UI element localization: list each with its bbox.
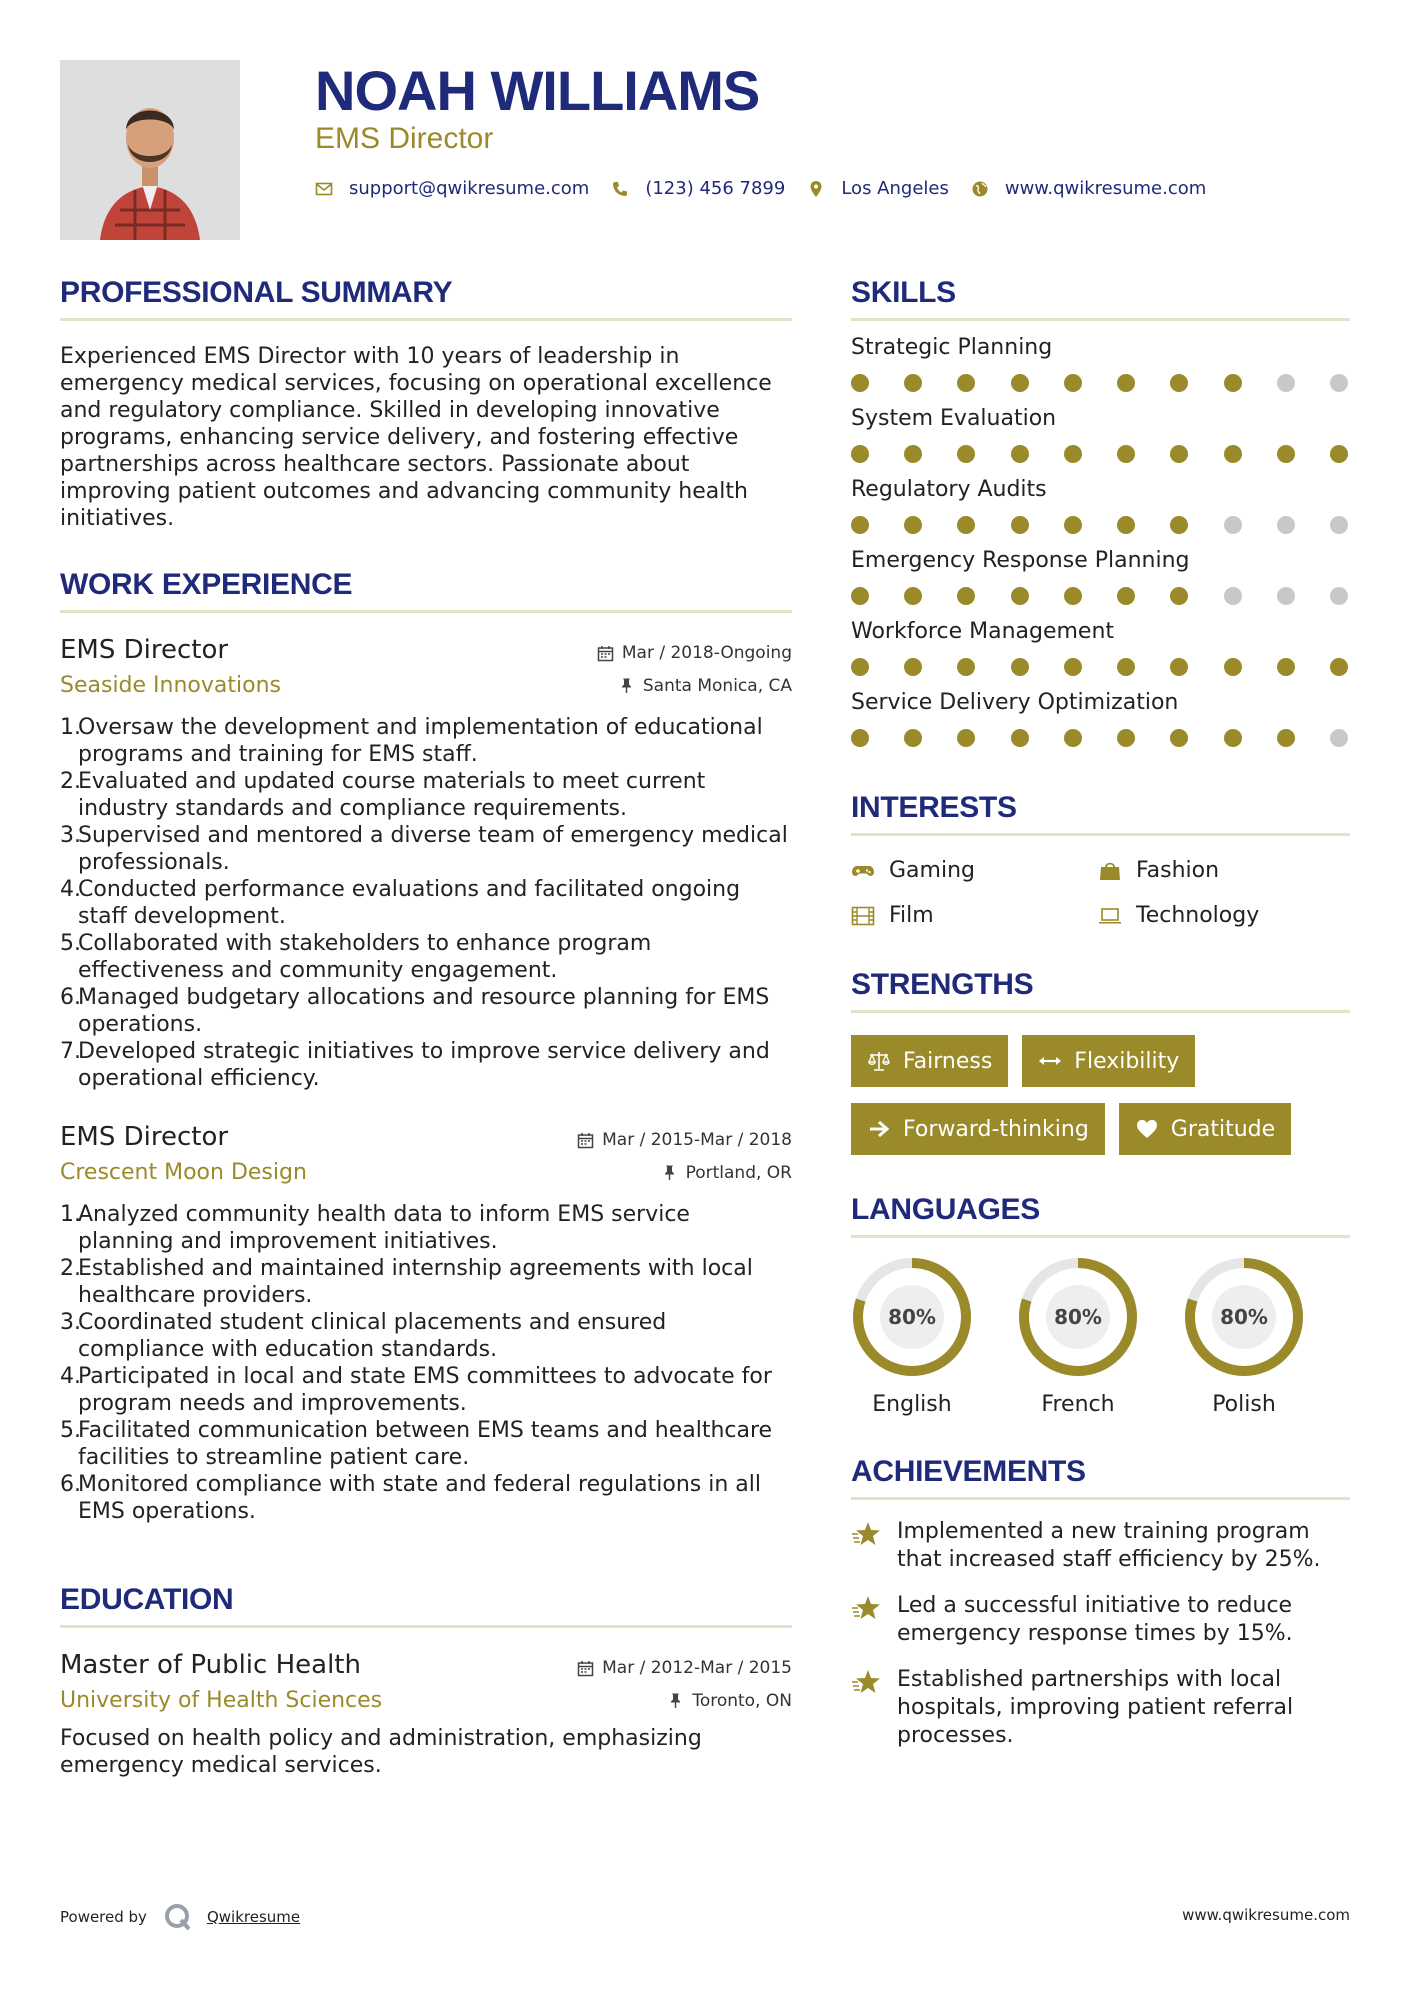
skill-dot-empty — [1224, 587, 1242, 605]
qwikresume-logo-icon — [163, 1902, 193, 1932]
job-duties — [60, 714, 792, 1092]
skill-rating — [851, 658, 1350, 676]
skill-dot-filled — [1011, 374, 1029, 392]
list-item: Managed budgetary allocations and resource planning for EMS operations. — [78, 985, 770, 1037]
balance-scale-icon — [867, 1050, 891, 1072]
list-item: Facilitated communication between EMS teams and healthcare facilities to streamline patient care. — [78, 1418, 773, 1470]
strength-badge — [1022, 1035, 1195, 1087]
skill-name: Workforce Management — [851, 619, 1115, 644]
skill-dot-filled — [1011, 729, 1029, 747]
skill-dot-filled — [957, 516, 975, 534]
achievements-heading: ACHIEVEMENTS — [851, 1455, 1350, 1500]
skill-dot-empty — [1277, 516, 1295, 534]
skill-dot-filled — [851, 445, 869, 463]
skill-dot-filled — [904, 374, 922, 392]
shopping-bag-icon — [1098, 860, 1124, 882]
skill-dot-filled — [1277, 729, 1295, 747]
skill-dot-filled — [1224, 658, 1242, 676]
calendar-icon — [577, 1660, 594, 1677]
job-date — [597, 643, 792, 663]
contact-phone[interactable] — [611, 178, 785, 199]
summary-heading: PROFESSIONAL SUMMARY — [60, 276, 792, 321]
skill-name: Strategic Planning — [851, 335, 1053, 360]
contact-bar — [315, 178, 1228, 199]
skill-dot-filled — [1011, 445, 1029, 463]
list-item: Developed strategic initiatives to improve service delivery and operational efficiency. — [78, 1039, 770, 1091]
education-date-text: Mar / 2012-Mar / 2015 — [602, 1658, 792, 1678]
skill-dot-filled — [851, 516, 869, 534]
job-date-text: Mar / 2018-Ongoing — [621, 643, 792, 663]
job-location — [661, 1163, 792, 1183]
interest-item — [851, 858, 1098, 883]
strength-label: Fairness — [903, 1048, 993, 1074]
skill-dot-filled — [1064, 445, 1082, 463]
interest-item — [851, 903, 1098, 928]
skill-dot-filled — [1170, 516, 1188, 534]
star-icon — [851, 1520, 881, 1548]
languages-heading: LANGUAGES — [851, 1193, 1350, 1238]
skill-rating — [851, 587, 1350, 605]
list-item: Participated in local and state EMS committees to advocate for program needs and improvements. — [78, 1364, 772, 1416]
skill-dot-filled — [1064, 587, 1082, 605]
left-column — [60, 276, 792, 1779]
pushpin-icon — [661, 1164, 678, 1181]
skill-rating — [851, 374, 1350, 392]
footer-powered-by — [60, 1902, 300, 1932]
summary-text: Experienced EMS Director with 10 years of leadership in emergency medical services, focusing on operational excellence and regulatory compliance. Skilled in developing innovative programs, enhancing service delivery, and fostering effective partnerships across healthcare sectors. Passionate about improving patient outcomes and advancing community health initiatives. — [60, 344, 772, 531]
skill-dot-filled — [851, 587, 869, 605]
skill-dot-filled — [957, 445, 975, 463]
skill-dot-filled — [1011, 587, 1029, 605]
location-text: Los Angeles — [841, 178, 949, 199]
skill-dot-filled — [1170, 729, 1188, 747]
achievement-text: Established partnerships with local hospitals, improving patient referral processes. — [897, 1667, 1294, 1748]
skill-rating — [851, 445, 1350, 463]
skill-dot-empty — [1330, 587, 1348, 605]
skill-name: Service Delivery Optimization — [851, 690, 1179, 715]
pushpin-icon — [667, 1692, 684, 1709]
education-location — [667, 1691, 792, 1711]
skill-dot-filled — [1277, 658, 1295, 676]
strength-label: Forward-thinking — [903, 1116, 1089, 1142]
experience-heading: WORK EXPERIENCE — [60, 568, 792, 613]
education-description: Focused on health policy and administration, emphasizing emergency medical services. — [60, 1726, 702, 1778]
language-percent: 80% — [888, 1305, 936, 1329]
skill-dot-empty — [1277, 374, 1295, 392]
skill-dot-filled — [1117, 729, 1135, 747]
achievement-item — [851, 1666, 1350, 1750]
skill-dot-filled — [1011, 516, 1029, 534]
strengths-list — [851, 1035, 1350, 1171]
strength-label: Flexibility — [1074, 1048, 1180, 1074]
contact-location — [807, 178, 949, 199]
footer-website[interactable]: www.qwikresume.com — [1182, 1906, 1350, 1924]
job-date — [577, 1130, 792, 1150]
arrows-horizontal-icon — [1038, 1050, 1062, 1072]
star-icon — [851, 1594, 881, 1622]
interest-item — [1098, 903, 1345, 928]
language-ring — [1183, 1256, 1305, 1378]
skill-dot-filled — [1170, 587, 1188, 605]
skill-rating — [851, 516, 1350, 534]
skill-item — [851, 690, 1350, 747]
job-entry — [60, 1122, 792, 1525]
globe-icon — [971, 180, 989, 198]
skill-dot-filled — [904, 587, 922, 605]
strength-label: Gratitude — [1170, 1116, 1276, 1142]
education-location-text: Toronto, ON — [692, 1690, 792, 1711]
interest-label: Fashion — [1136, 858, 1220, 883]
strength-badge — [1119, 1103, 1291, 1155]
skill-dot-filled — [1170, 374, 1188, 392]
contact-website[interactable] — [971, 178, 1206, 199]
language-percent: 80% — [1220, 1305, 1268, 1329]
heart-icon — [1135, 1118, 1159, 1140]
star-icon — [851, 1668, 881, 1696]
skill-dot-filled — [1064, 374, 1082, 392]
interest-label: Technology — [1136, 903, 1260, 928]
degree-title: Master of Public Health — [60, 1650, 361, 1680]
laptop-icon — [1098, 905, 1124, 927]
list-item: Evaluated and updated course materials to meet current industry standards and compliance requirements. — [78, 769, 706, 821]
strength-badge — [851, 1103, 1105, 1155]
language-ring — [851, 1256, 973, 1378]
language-item — [1017, 1256, 1139, 1417]
skill-dot-filled — [1117, 445, 1135, 463]
list-item: Conducted performance evaluations and facilitated ongoing staff development. — [78, 877, 741, 929]
job-title: EMS Director — [60, 1122, 229, 1152]
skill-dot-empty — [1224, 516, 1242, 534]
strength-badge — [851, 1035, 1008, 1087]
skill-dot-filled — [1117, 516, 1135, 534]
job-company: Crescent Moon Design — [60, 1160, 307, 1185]
email-text: support@qwikresume.com — [349, 178, 590, 199]
gamepad-icon — [851, 860, 877, 882]
skill-dot-filled — [1170, 658, 1188, 676]
languages-list — [851, 1256, 1350, 1417]
skill-dot-filled — [904, 445, 922, 463]
list-item: Supervised and mentored a diverse team of emergency medical professionals. — [78, 823, 788, 875]
list-item: Collaborated with stakeholders to enhance program effectiveness and community engagement. — [78, 931, 652, 983]
skill-rating — [851, 729, 1350, 747]
achievement-item — [851, 1592, 1350, 1648]
language-name: Polish — [1212, 1392, 1276, 1417]
skill-dot-filled — [904, 658, 922, 676]
envelope-icon — [315, 180, 333, 198]
achievement-item — [851, 1518, 1350, 1574]
website-text: www.qwikresume.com — [1004, 178, 1207, 199]
interests-list — [851, 858, 1350, 928]
skill-dot-filled — [1224, 445, 1242, 463]
job-location — [618, 676, 792, 696]
skill-item — [851, 406, 1350, 463]
list-item: Analyzed community health data to inform EMS service planning and improvement initiatives. — [78, 1202, 690, 1254]
interest-item — [1098, 858, 1345, 883]
contact-email[interactable] — [315, 178, 589, 199]
list-item: Monitored compliance with state and federal regulations in all EMS operations. — [78, 1472, 761, 1524]
skill-dot-filled — [1170, 445, 1188, 463]
skill-name: Emergency Response Planning — [851, 548, 1190, 573]
skill-dot-filled — [1064, 658, 1082, 676]
skill-dot-filled — [1117, 587, 1135, 605]
skill-dot-filled — [1224, 729, 1242, 747]
powered-by-text: Powered by — [60, 1908, 147, 1926]
skill-dot-filled — [904, 516, 922, 534]
language-name: English — [872, 1392, 952, 1417]
candidate-title: EMS Director — [315, 122, 494, 155]
interest-label: Gaming — [889, 858, 975, 883]
skills-list — [851, 335, 1350, 747]
education-heading: EDUCATION — [60, 1583, 792, 1628]
list-item: Coordinated student clinical placements and ensured compliance with education standards. — [78, 1310, 667, 1362]
skill-name: Regulatory Audits — [851, 477, 1047, 502]
job-duties — [60, 1201, 792, 1525]
skill-item — [851, 619, 1350, 676]
achievement-text: Implemented a new training program that increased staff efficiency by 25%. — [897, 1519, 1321, 1572]
skill-item — [851, 335, 1350, 392]
skill-dot-empty — [1277, 587, 1295, 605]
job-title: EMS Director — [60, 635, 229, 665]
skill-dot-filled — [851, 374, 869, 392]
skill-dot-empty — [1330, 729, 1348, 747]
skill-dot-filled — [1117, 658, 1135, 676]
skill-dot-filled — [851, 729, 869, 747]
language-percent: 80% — [1054, 1305, 1102, 1329]
film-icon — [851, 905, 877, 927]
calendar-icon — [577, 1132, 594, 1149]
language-item — [1183, 1256, 1305, 1417]
skill-dot-filled — [1277, 445, 1295, 463]
job-location-text: Santa Monica, CA — [642, 675, 792, 696]
map-marker-icon — [807, 180, 825, 198]
skill-dot-filled — [1011, 658, 1029, 676]
skill-item — [851, 477, 1350, 534]
profile-photo — [60, 60, 240, 240]
qwikresume-link[interactable]: Qwikresume — [206, 1908, 301, 1926]
skill-dot-empty — [1330, 516, 1348, 534]
list-item: Established and maintained internship agreements with local healthcare providers. — [78, 1256, 753, 1308]
job-date-text: Mar / 2015-Mar / 2018 — [602, 1130, 792, 1150]
pushpin-icon — [618, 677, 635, 694]
achievement-text: Led a successful initiative to reduce emergency response times by 15%. — [897, 1593, 1293, 1646]
skill-dot-filled — [1117, 374, 1135, 392]
interests-heading: INTERESTS — [851, 791, 1350, 836]
skill-dot-filled — [1224, 374, 1242, 392]
language-name: French — [1041, 1392, 1115, 1417]
skill-dot-filled — [904, 729, 922, 747]
list-item: Oversaw the development and implementation of educational programs and training for EMS staff. — [78, 715, 763, 767]
skill-dot-filled — [1330, 658, 1348, 676]
education-date — [577, 1658, 792, 1678]
right-column — [851, 276, 1350, 1750]
phone-text: (123) 456 7899 — [645, 178, 786, 199]
skills-heading: SKILLS — [851, 276, 1350, 321]
achievements-list — [851, 1518, 1350, 1750]
language-ring — [1017, 1256, 1139, 1378]
education-entry — [60, 1650, 792, 1779]
skill-dot-filled — [957, 658, 975, 676]
skill-dot-filled — [851, 658, 869, 676]
skill-dot-filled — [1330, 445, 1348, 463]
school-name: University of Health Sciences — [60, 1688, 383, 1713]
phone-icon — [611, 180, 629, 198]
skill-item — [851, 548, 1350, 605]
strengths-heading: STRENGTHS — [851, 968, 1350, 1013]
skill-dot-filled — [1064, 516, 1082, 534]
skill-dot-empty — [1330, 374, 1348, 392]
calendar-icon — [597, 645, 614, 662]
skill-dot-filled — [957, 587, 975, 605]
interest-label: Film — [889, 903, 934, 928]
language-item — [851, 1256, 973, 1417]
person-avatar-icon — [60, 60, 240, 240]
candidate-name: NOAH WILLIAMS — [315, 59, 760, 122]
skill-dot-filled — [1064, 729, 1082, 747]
skill-dot-filled — [957, 729, 975, 747]
job-location-text: Portland, OR — [685, 1162, 792, 1183]
arrow-right-icon — [867, 1118, 891, 1140]
skill-dot-filled — [957, 374, 975, 392]
skill-name: System Evaluation — [851, 406, 1057, 431]
job-company: Seaside Innovations — [60, 673, 281, 698]
job-entry — [60, 635, 792, 1092]
